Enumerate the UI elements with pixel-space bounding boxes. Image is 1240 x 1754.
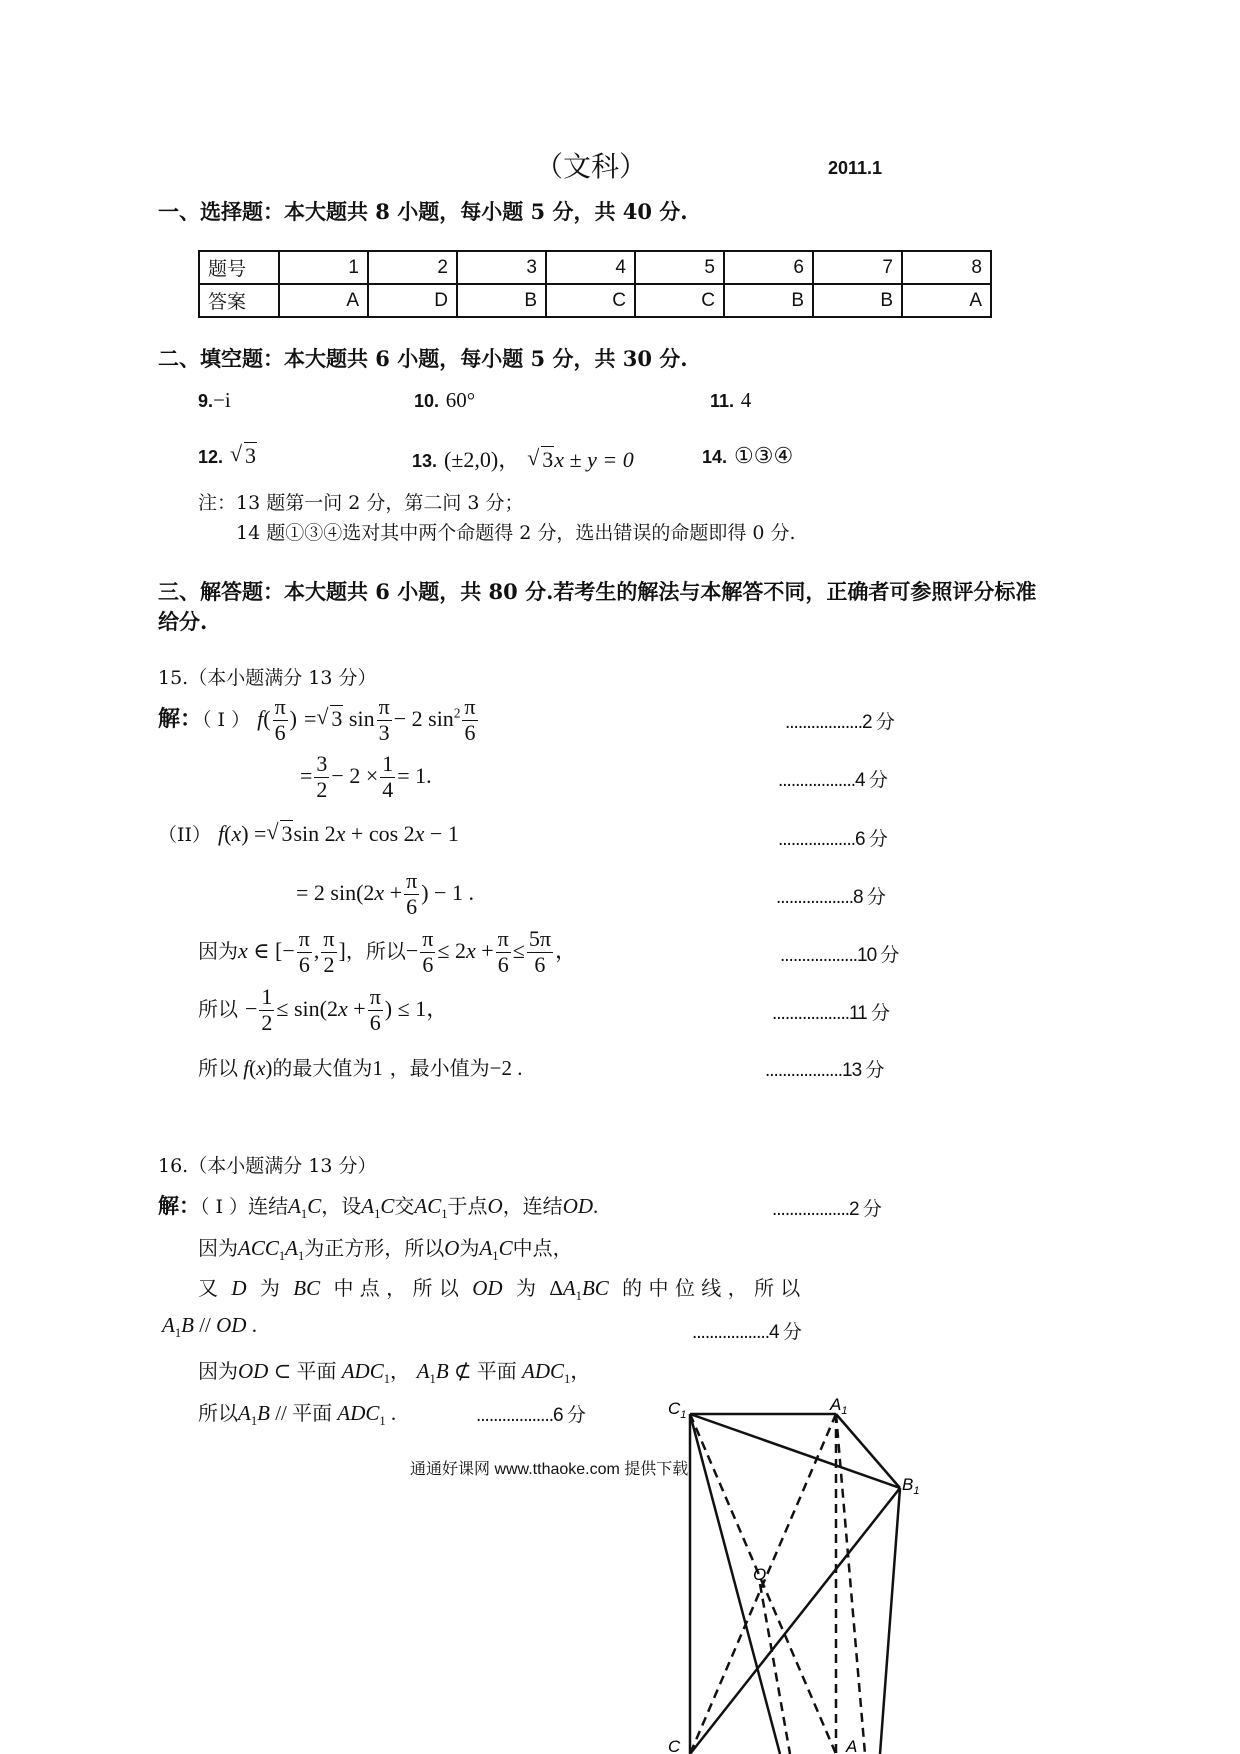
table-cell: 6 bbox=[724, 251, 813, 284]
score-marker: ..................2 分 bbox=[772, 1199, 881, 1220]
q15-step1: 解：（ I ） f( $\frac{\pi}{6}$ ) =√ 3 sin $\frac{\pi}{3}$ − 2 $\sin^2$ $\frac{\pi}{6}$ bbox=[158, 695, 480, 745]
score-marker: ..................4 分 bbox=[692, 1322, 801, 1343]
table-cell: 2 bbox=[368, 251, 457, 284]
section2-heading: 二、填空题：本大题共 6 小题，每小题 5 分，共 30 分. bbox=[158, 346, 688, 371]
vertex-label-c1: $C_1$ bbox=[668, 1399, 687, 1421]
q16-line2: 因为$ACC_1A_1$为正方形，所以O为$A_1C$中点， bbox=[198, 1236, 573, 1264]
vertex-label-a: A bbox=[846, 1737, 858, 1754]
score-marker: ..................2 分 bbox=[785, 712, 894, 733]
table-cell: 3 bbox=[457, 251, 546, 284]
answer-table bbox=[198, 250, 992, 318]
score-marker: ..................6 分 bbox=[476, 1405, 585, 1426]
q15-title: 15.（本小题满分 13 分） bbox=[158, 667, 377, 689]
table-cell: 4 bbox=[546, 251, 635, 284]
q15-step2: = $\frac{3}{2}$ − 2 × $\frac{1}{4}$ = 1. bbox=[300, 751, 432, 802]
prism-figure bbox=[650, 1390, 940, 1754]
score-marker: ..................11 分 bbox=[772, 1003, 890, 1024]
vertex-label-o: O bbox=[753, 1565, 767, 1584]
note-line-2: 14 题①③④选对其中两个命题得 2 分，选出错误的命题即得 0 分. bbox=[236, 522, 796, 544]
q16-line6: 所以$A_1B$ // 平面 $ADC_1$ . bbox=[198, 1401, 397, 1429]
table-cell: 7 bbox=[813, 251, 902, 284]
table-row bbox=[199, 284, 991, 317]
q16-title: 16.（本小题满分 13 分） bbox=[158, 1155, 377, 1177]
table-cell: B bbox=[813, 284, 902, 317]
q15-step7: 所以 f(x)的最大值为1 ，最小值为−2 . bbox=[198, 1056, 523, 1080]
table-cell: D bbox=[368, 284, 457, 317]
fill-answer-12: 12. √ 3 bbox=[198, 443, 257, 469]
fill-answer-14: 14. ①③④ bbox=[702, 443, 794, 468]
vertex-label-b1: $B_1$ bbox=[902, 1475, 920, 1497]
table-cell: 1 bbox=[279, 251, 368, 284]
table-cell: C bbox=[546, 284, 635, 317]
q15-step3: （II） f(x) =√ 3sin 2x + cos 2x − 1 bbox=[158, 820, 459, 847]
fill-answer-9: 9.−i bbox=[198, 388, 231, 412]
fill-answer-10: 10. 60° bbox=[414, 388, 476, 412]
q15-step4: = 2 sin(2x + $\frac{\pi}{6}$ ) − 1 . bbox=[296, 868, 474, 919]
q16-line4: $A_1B$ // OD . bbox=[162, 1313, 257, 1341]
table-header-cell: 题号 bbox=[199, 251, 279, 284]
header-date: 2011.1 bbox=[828, 158, 883, 178]
vertex-label-a1: $A_1$ bbox=[830, 1395, 848, 1417]
fill-answer-13: 13. (±2,0)， √ 3x ± y = 0 bbox=[412, 443, 634, 474]
score-marker: ..................13 分 bbox=[765, 1060, 884, 1081]
score-marker: ..................6 分 bbox=[778, 829, 887, 850]
table-cell: B bbox=[724, 284, 813, 317]
vertex-label-c: C bbox=[668, 1737, 681, 1754]
table-cell: C bbox=[635, 284, 724, 317]
score-marker: ..................10 分 bbox=[780, 945, 899, 966]
table-cell: 8 bbox=[902, 251, 991, 284]
table-header-cell: 答案 bbox=[199, 284, 279, 317]
footer-text: 通通好课网 www.tthaoke.com 提供下载 bbox=[410, 1456, 688, 1479]
q16-line1: 解：（ I ）连结$A_1C$，设$A_1C$交$AC_1$于点O，连结OD. bbox=[158, 1193, 599, 1222]
page-title: （文科） bbox=[535, 150, 648, 183]
q15-step5: 因为x ∈ [− $\frac{\pi}{6}$ , $\frac{\pi}{2}$ ]，所以− $\frac{\pi}{6}$ ≤ 2x + $\frac{\pi}{6}$ ≤ $\frac{5\pi}{6}$ ， bbox=[198, 926, 577, 977]
section3-heading-line2: 给分. bbox=[158, 609, 208, 634]
table-cell: 5 bbox=[635, 251, 724, 284]
score-marker: ..................8 分 bbox=[776, 887, 885, 908]
table-row bbox=[199, 251, 991, 284]
section1-heading: 一、选择题：本大题共 8 小题，每小题 5 分，共 40 分. bbox=[158, 199, 688, 224]
q15-step6: 所以 − $\frac{1}{2}$ ≤ sin(2x + $\frac{\pi}{6}$ ) ≤ 1， bbox=[198, 984, 449, 1035]
table-cell: B bbox=[457, 284, 546, 317]
table-cell: A bbox=[279, 284, 368, 317]
table-cell: A bbox=[902, 284, 991, 317]
note-line-1: 注：13 题第一问 2 分，第二问 3 分； bbox=[198, 492, 524, 514]
fill-answer-11: 11. 4 bbox=[710, 388, 752, 412]
score-marker: ..................4 分 bbox=[778, 770, 887, 791]
q16-line3: 又 D 为 BC 中 点 ， 所 以 OD 为 $\Delta A_1BC$ 的 中 位 线 ， 所 以 bbox=[198, 1276, 801, 1304]
section3-heading-line1: 三、解答题：本大题共 6 小题，共 80 分.若考生的解法与本解答不同，正确者可参照评分标准 bbox=[158, 579, 1037, 604]
q16-line5: 因为OD ⊂ 平面 $ADC_1$， $A_1B$ ⊄ 平面 $ADC_1$， bbox=[198, 1359, 592, 1387]
